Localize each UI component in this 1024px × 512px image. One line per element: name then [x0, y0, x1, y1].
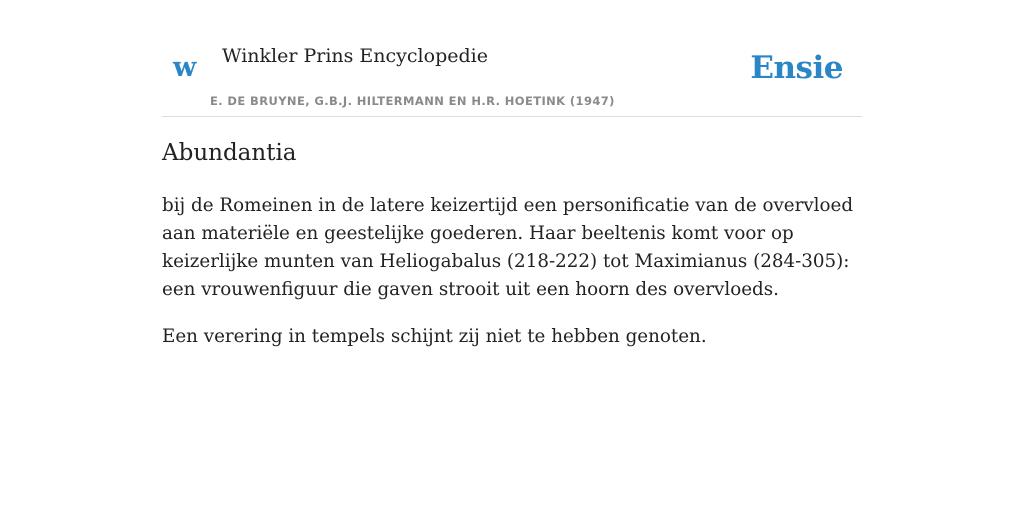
article-paragraph: bij de Romeinen in de latere keizertijd een personificatie van de overvloed aan materiële en geestelijke goederen. Haar beeltenis komt voor op keizerlijke munten van Heliogabalus (218-222) tot Maximianus (284-305): een vrouwenfiguur die gaven strooit uit een hoorn des overvloeds.	[162, 195, 854, 300]
source-authors: E. DE BRUYNE, G.B.J. HILTERMANN EN H.R. HOETINK (1947)	[210, 94, 615, 108]
article-title: Abundantia	[162, 140, 297, 166]
source-header	[162, 0, 862, 117]
source-title[interactable]: Winkler Prins Encyclopedie	[222, 45, 488, 67]
document-page	[162, 0, 862, 347]
brand-logo[interactable]: Ensie	[750, 50, 843, 86]
article-paragraph: Een verering in tempels schijnt zij niet te hebben genoten.	[162, 326, 707, 347]
article-body	[162, 192, 862, 370]
source-logo-icon: w	[173, 52, 197, 83]
